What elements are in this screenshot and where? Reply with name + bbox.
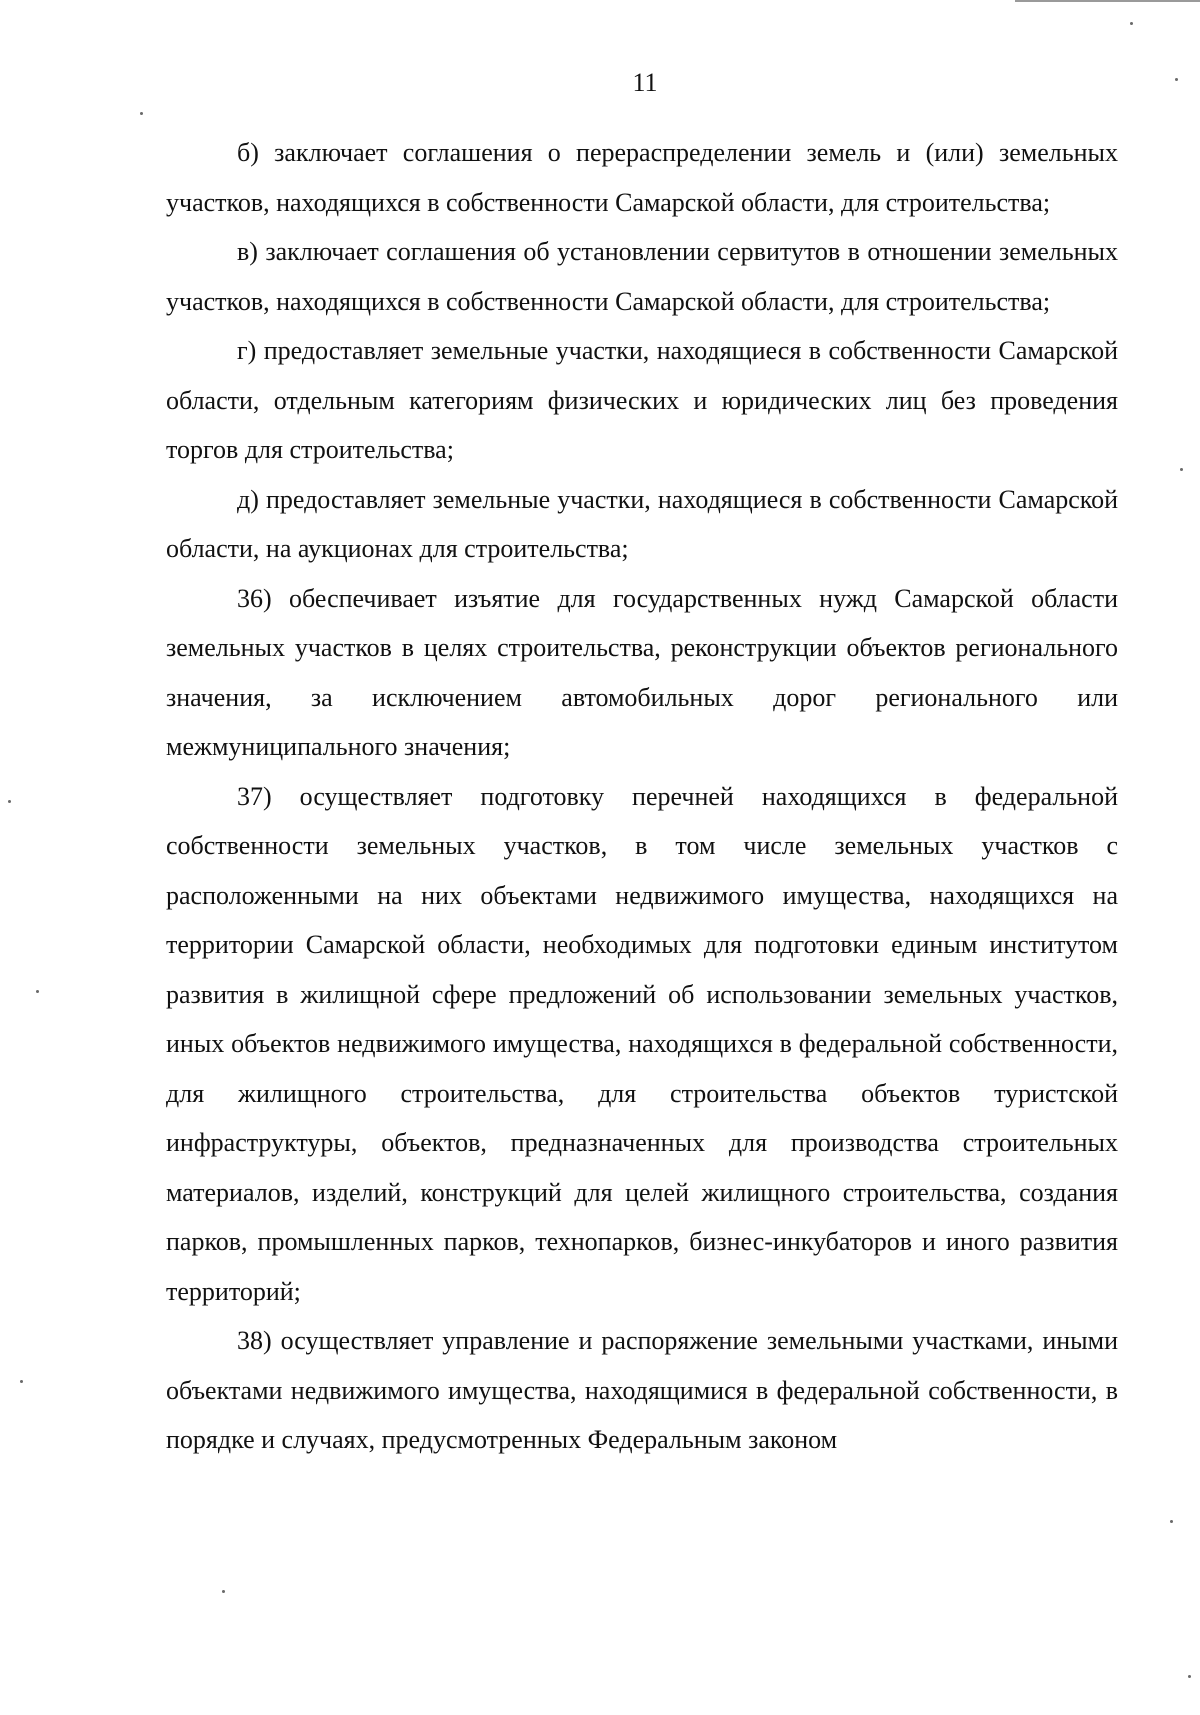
paragraph-37: 37) осуществляет подготовку перечней находящихся в федеральной собственности земельных участков, в том числе земельных участков с расположенными на них объектами недвижимого имущества, находящихся на территории Самарской области, необходимых для подготовки единым институтом развития в жилищной сфере предложений об использовании земельных участков, иных объектов недвижимого имущества, находящихся в федеральной собственности, для жилищного строительства, для строительства объектов туристской инфраструктуры, объектов, предназначенных для производства строительных материалов, изделий, конструкций для целей жилищного строительства, создания парков, промышленных парков, технопарков, бизнес-инкубаторов и иного развития территорий; bbox=[166, 781, 1118, 1306]
paragraph-g: г) предоставляет земельные участки, находящиеся в собственности Самарской области, отдельным категориям физических и юридических лиц без проведения торгов для строительства; bbox=[166, 336, 1118, 464]
paragraph-v: в) заключает соглашения об установлении сервитутов в отношении земельных участков, находящихся в собственности Самарской области, для строительства; bbox=[166, 237, 1118, 316]
paragraph-38: 38) осуществляет управление и распоряжение земельными участками, иными объектами недвижимого имущества, находящимися в федеральной собственности, в порядке и случаях, предусмотренных Федеральным законом bbox=[166, 1326, 1118, 1454]
scan-speck bbox=[222, 1590, 225, 1593]
scan-speck bbox=[1188, 1675, 1191, 1678]
scan-speck bbox=[1175, 78, 1178, 81]
scan-speck bbox=[36, 990, 39, 993]
scan-speck bbox=[140, 112, 143, 115]
scan-speck bbox=[1180, 468, 1183, 471]
top-edge-rule bbox=[1015, 0, 1200, 2]
document-body bbox=[166, 128, 1118, 1465]
scan-speck bbox=[20, 1380, 23, 1383]
paragraph-b: б) заключает соглашения о перераспределении земель и (или) земельных участков, находящихся в собственности Самарской области, для строительства; bbox=[166, 138, 1118, 217]
paragraph-36: 36) обеспечивает изъятие для государственных нужд Самарской области земельных участков в целях строительства, реконструкции объектов регионального значения, за исключением автомобильных дорог регионального или межмуниципального значения; bbox=[166, 583, 1118, 761]
scan-speck bbox=[8, 800, 11, 803]
paragraph-d: д) предоставляет земельные участки, находящиеся в собственности Самарской области, на аукционах для строительства; bbox=[166, 484, 1118, 563]
scan-speck bbox=[1130, 22, 1133, 25]
scan-speck bbox=[1170, 1520, 1173, 1523]
page-number: 11 bbox=[632, 68, 658, 97]
